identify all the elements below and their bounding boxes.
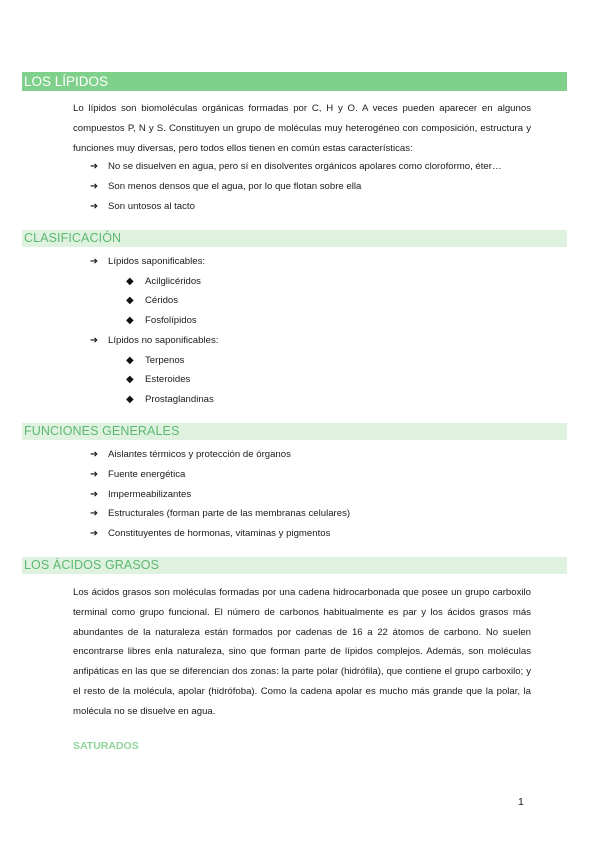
arrow-icon: ➔: [90, 181, 99, 192]
paragraph-lipidos-intro: Lo lípidos son biomoléculas orgánicas formadas por C, H y O. A veces pueden aparecer en algunos compuestos P, N y S. Constituyen un grupo de moléculas muy heterogéneo con composición, estructura y funciones muy diversas, pero todos ellos tienen en común estas características:: [73, 103, 531, 154]
list-item: ➔ Estructurales (forman parte de las membranas celulares): [90, 508, 351, 519]
arrow-icon: ➔: [90, 449, 99, 460]
section-title-acidos-grasos: LOS ÁCIDOS GRASOS: [22, 557, 567, 574]
list-item: ➔ Son menos densos que el agua, por lo que flotan sobre ella: [90, 181, 362, 192]
list-item: ◆ Fosfolípidos: [126, 315, 197, 326]
page-number: 1: [518, 796, 524, 808]
list-item: ➔ No se disuelven en agua, pero sí en disolventes orgánicos apolares como cloroformo, éter…: [90, 161, 502, 172]
list-item: ◆ Terpenos: [126, 355, 185, 366]
list-item: ➔ Impermeabilizantes: [90, 489, 192, 500]
arrow-icon: ➔: [90, 161, 99, 172]
paragraph-acidos-grasos: Los ácidos grasos son moléculas formadas por una cadena hidrocarbonada que posee un grupo carboxilo terminal como grupo funcional. El número de carbonos habitualmente es par y los ácidos grasos más abundantes de la naturaleza están formados por cadenas de 16 a 22 átomos de carbono. No suelen encontrarse libres enla naturaleza, sino que forman parte de lípidos complejos. Además, son moléculas anfipáticas en las que se diferencian dos zonas: la parte polar (hidrófila), que contiene el grupo carboxilo; y el resto de la molécula, apolar (hidrófoba). Como la cadena apolar es mucho más grande que la polar, la molécula no se disuelve en agua.: [73, 587, 531, 717]
arrow-icon: ➔: [90, 508, 99, 519]
list-item: ◆ Esteroides: [126, 374, 191, 385]
arrow-icon: ➔: [90, 335, 99, 346]
section-title-lipidos: LOS LÍPIDOS: [22, 72, 567, 91]
diamond-icon: ◆: [126, 394, 134, 405]
list-item: ◆ Prostaglandinas: [126, 394, 214, 405]
diamond-icon: ◆: [126, 276, 134, 287]
section-title-clasificacion: CLASIFICACIÓN: [22, 230, 567, 247]
arrow-icon: ➔: [90, 256, 99, 267]
list-item: ◆ Céridos: [126, 295, 179, 306]
diamond-icon: ◆: [126, 355, 134, 366]
arrow-icon: ➔: [90, 469, 99, 480]
list-item: ➔ Fuente energética: [90, 469, 186, 480]
subheading-saturados: SATURADOS: [73, 740, 139, 752]
list-item: ◆ Acilglicéridos: [126, 276, 201, 287]
section-title-funciones: FUNCIONES GENERALES: [22, 423, 567, 440]
list-item: ➔ Son untosos al tacto: [90, 201, 195, 212]
list-item: ➔ Constituyentes de hormonas, vitaminas y pigmentos: [90, 528, 331, 539]
list-item: ➔ Lípidos no saponificables:: [90, 335, 219, 346]
diamond-icon: ◆: [126, 315, 134, 326]
arrow-icon: ➔: [90, 489, 99, 500]
arrow-icon: ➔: [90, 201, 99, 212]
arrow-icon: ➔: [90, 528, 99, 539]
list-item: ➔ Aislantes térmicos y protección de órganos: [90, 449, 291, 460]
list-item: ➔ Lípidos saponificables:: [90, 256, 206, 267]
diamond-icon: ◆: [126, 295, 134, 306]
diamond-icon: ◆: [126, 374, 134, 385]
